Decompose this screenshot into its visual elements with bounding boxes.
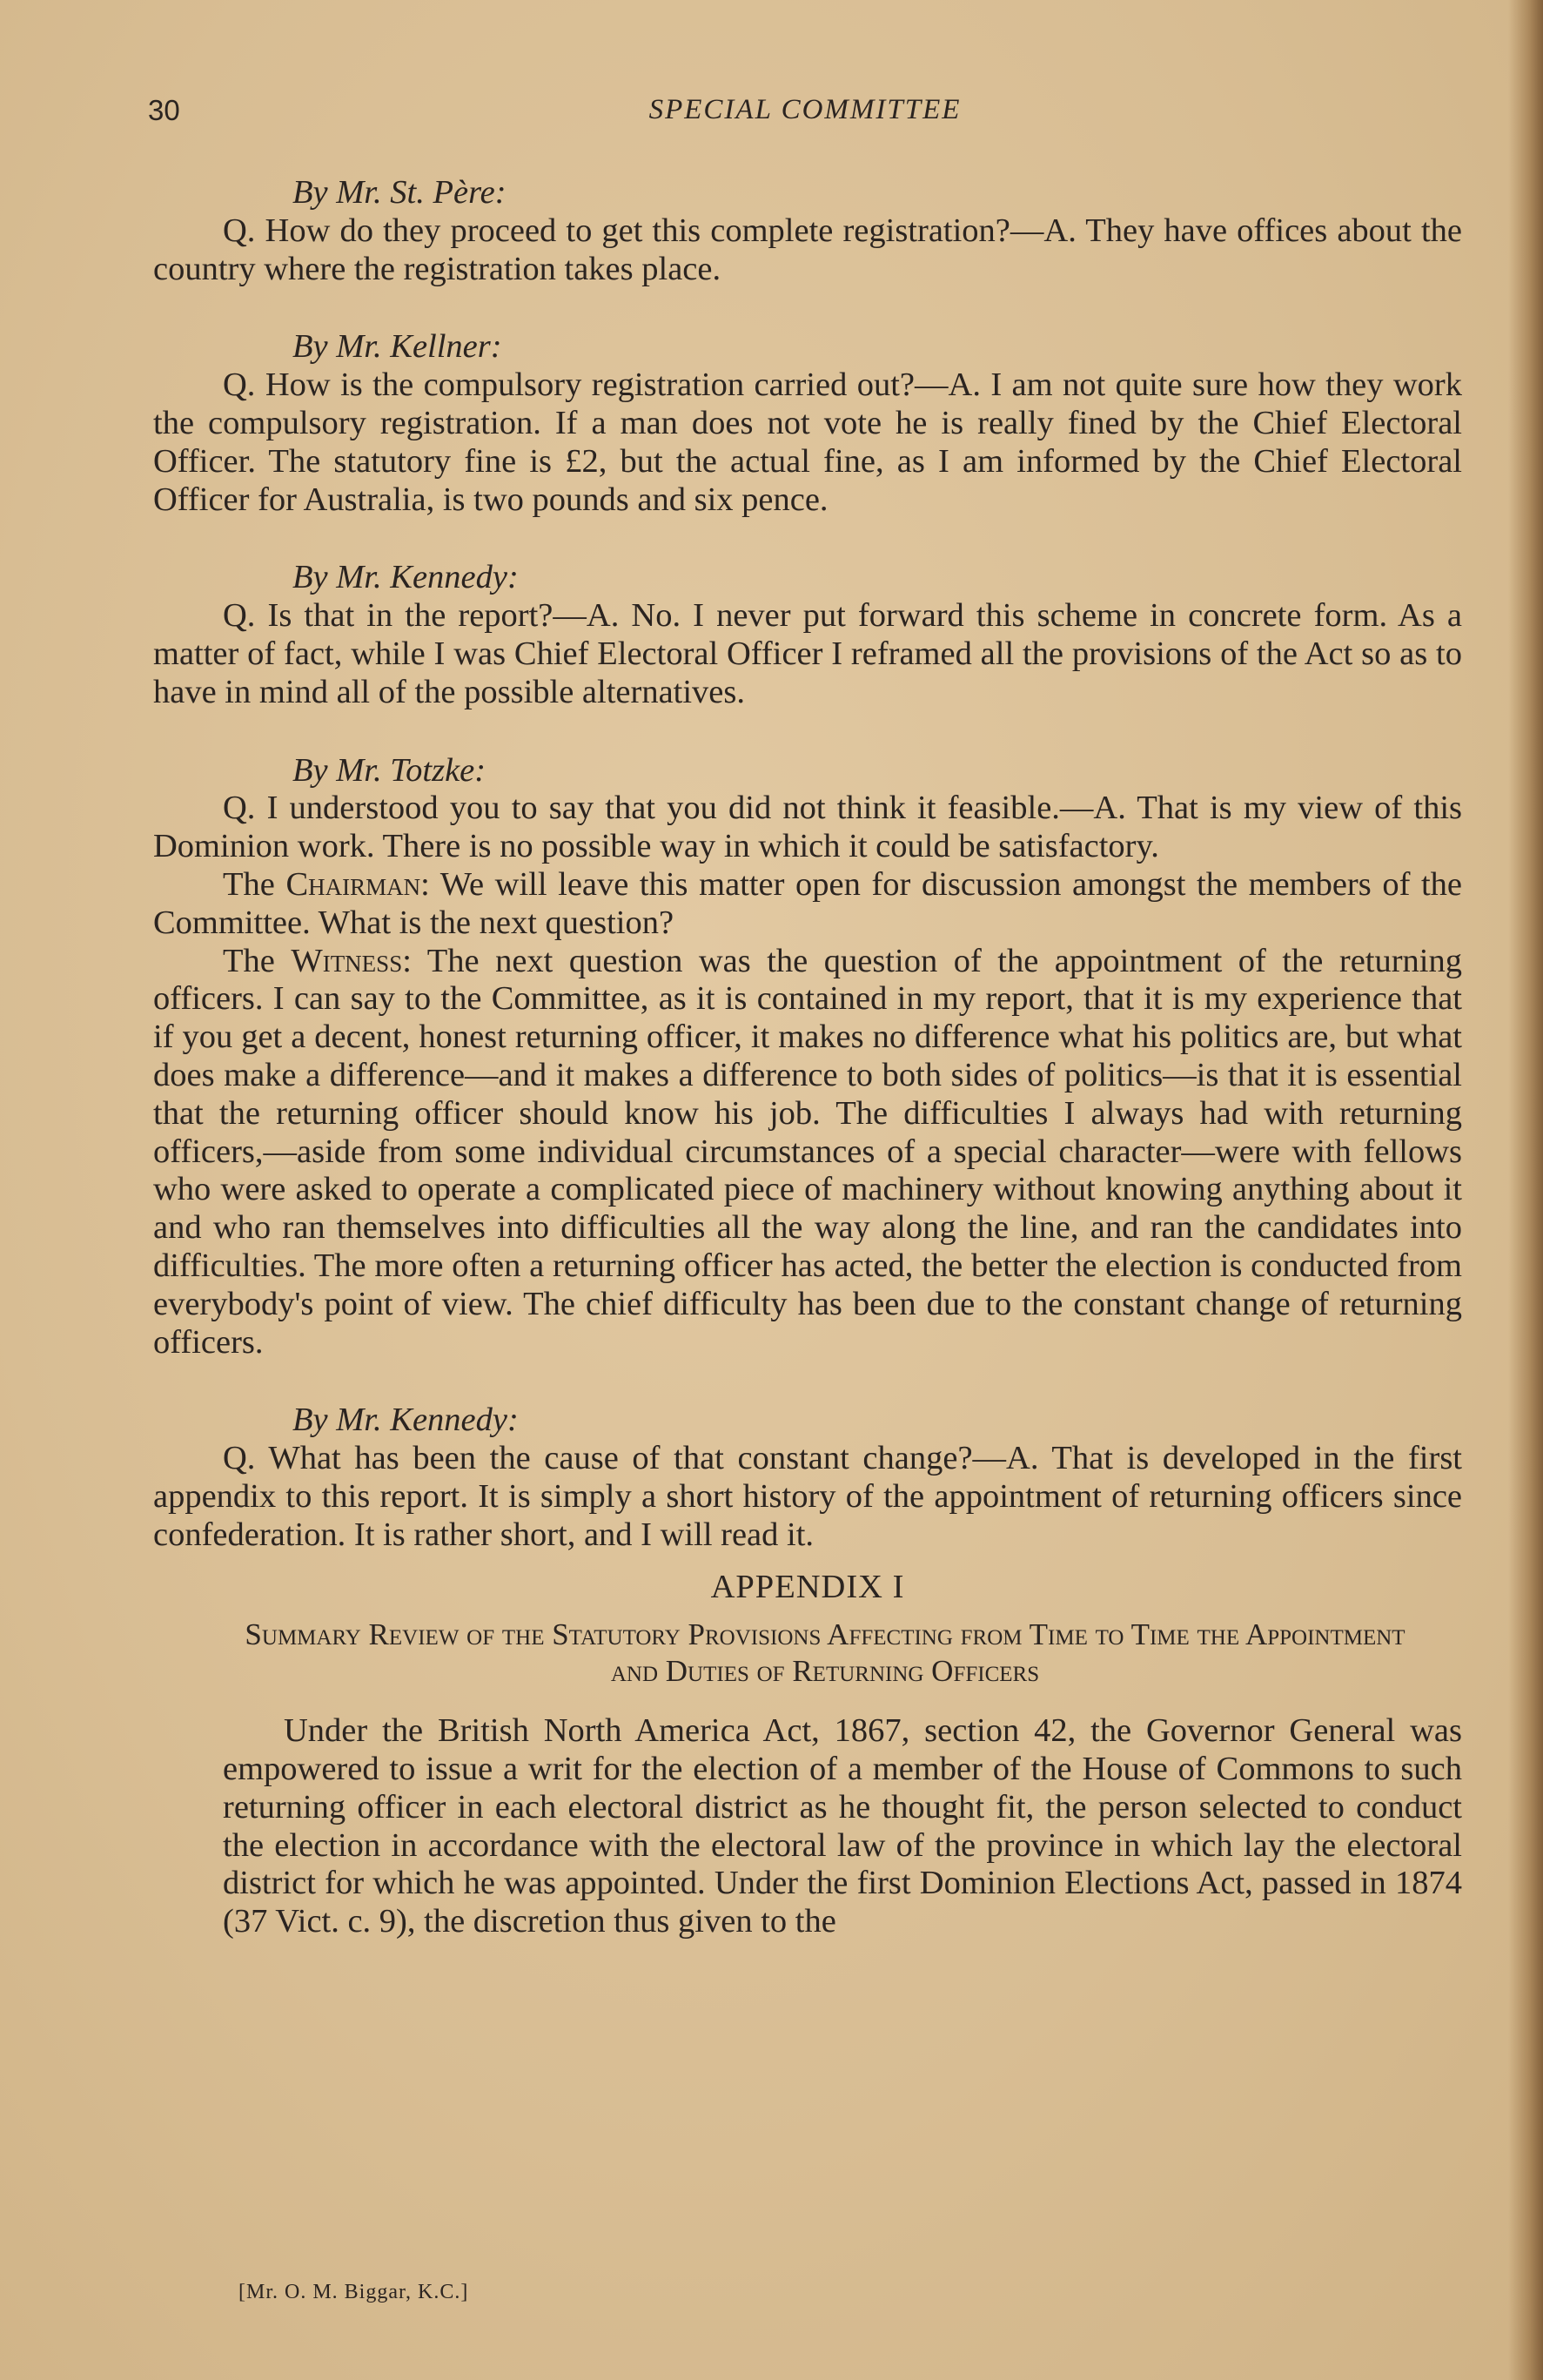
speaker-heading: By Mr. Totzke: [292,751,486,789]
statement-text: : The next question was the question of the appointment of the returning officers. I can say to the Committee, as it is contained in my report, that it is my experience that if you get a decent, honest returning officer, it makes no difference what his politics are, but what does make a difference—and it makes a difference to both sides of politics—is that it is essential that the returning officer should know his job. The difficulties I always had with returning officers,—aside from some individual circumstances of a special character—were with fellows who were asked to operate a complicated piece of machinery without knowing anything about it and who ran themselves into difficulties all the way along the line, and ran the candidates into difficulties. The more often a returning officer has acted, the better the election is conducted from everybody's point of view. The chief difficulty has been due to the constant change of returning officers. [153,942,1462,1361]
page-body [153,174,1462,1941]
footer-attribution: [Mr. O. M. Biggar, K.C.] [238,2281,469,2303]
appendix-body [153,1712,1462,1941]
page-number: 30 [148,94,180,126]
prefix-text: The [223,942,292,979]
running-head: SPECIAL COMMITTEE [648,94,962,125]
page-header [148,94,1462,138]
spacer [153,1361,1462,1402]
spacer [153,712,1462,752]
appendix-paragraph: Under the British North America Act, 1867, section 42, the Governor General was empowered to issue a writ for the election of a member of the House of Commons to such returning officer in each electoral district as he thought fit, the person selected to conduct the election in accordance with the electoral law of the province in which lay the electoral district for which he was appointed. Under the first Dominion Elections Act, passed in 1874 (37 Vict. c. 9), the discretion thus given to the [223,1712,1462,1940]
speaker-heading: By Mr. Kellner: [292,328,502,366]
spacer [153,288,1462,328]
page-edge-shading [1508,0,1543,2380]
spacer [153,519,1462,559]
paragraph: Q. Is that in the report?—A. No. I never put forward this scheme in concrete form. As a matter of fact, while I was Chief Electoral Officer I reframed all the provisions of the Act so as to have in mind all of the possible alternatives. [153,597,1462,710]
appendix-subtitle: Summary Review of the Statutory Provisions Affecting from Time to Time the Appointment and Duties of Returning Officers [245,1617,1405,1689]
speaker-name-witness: Witness [291,942,403,979]
speaker-heading: By Mr. Kennedy: [292,1402,519,1439]
paragraph: Q. How is the compulsory registration carried out?—A. I am not quite sure how they work the compulsory registration. If a man does not vote he is really fined by the Chief Electoral Officer. The statutory fine is £2, but the actual fine, as I am informed by the Chief Electoral Officer for Australia, is two pounds and six pence. [153,366,1462,518]
speaker-heading: By Mr. Kennedy: [292,559,519,596]
statement-text: : We will leave this matter open for discussion amongst the members of the Committee. What is the next question? [153,865,1463,941]
chairman-paragraph [153,866,1462,943]
appendix-title: APPENDIX I [710,1568,905,1605]
witness-paragraph [153,943,1462,1362]
paragraph: Q. How do they proceed to get this complete registration?—A. They have offices about the country where the registration takes place. [153,212,1462,287]
paragraph: Q. What has been the cause of that constant change?—A. That is developed in the first appendix to this report. It is simply a short history of the appointment of returning officers since confederation. It is rather short, and I will read it. [153,1440,1462,1553]
speaker-name-chairman: Chairman [285,865,421,903]
speaker-heading: By Mr. St. Père: [292,174,507,211]
paragraph: Q. I understood you to say that you did not think it feasible.—A. That is my view of this Dominion work. There is no possible way in which it could be satisfactory. [153,790,1462,865]
prefix-text: The [223,865,286,903]
